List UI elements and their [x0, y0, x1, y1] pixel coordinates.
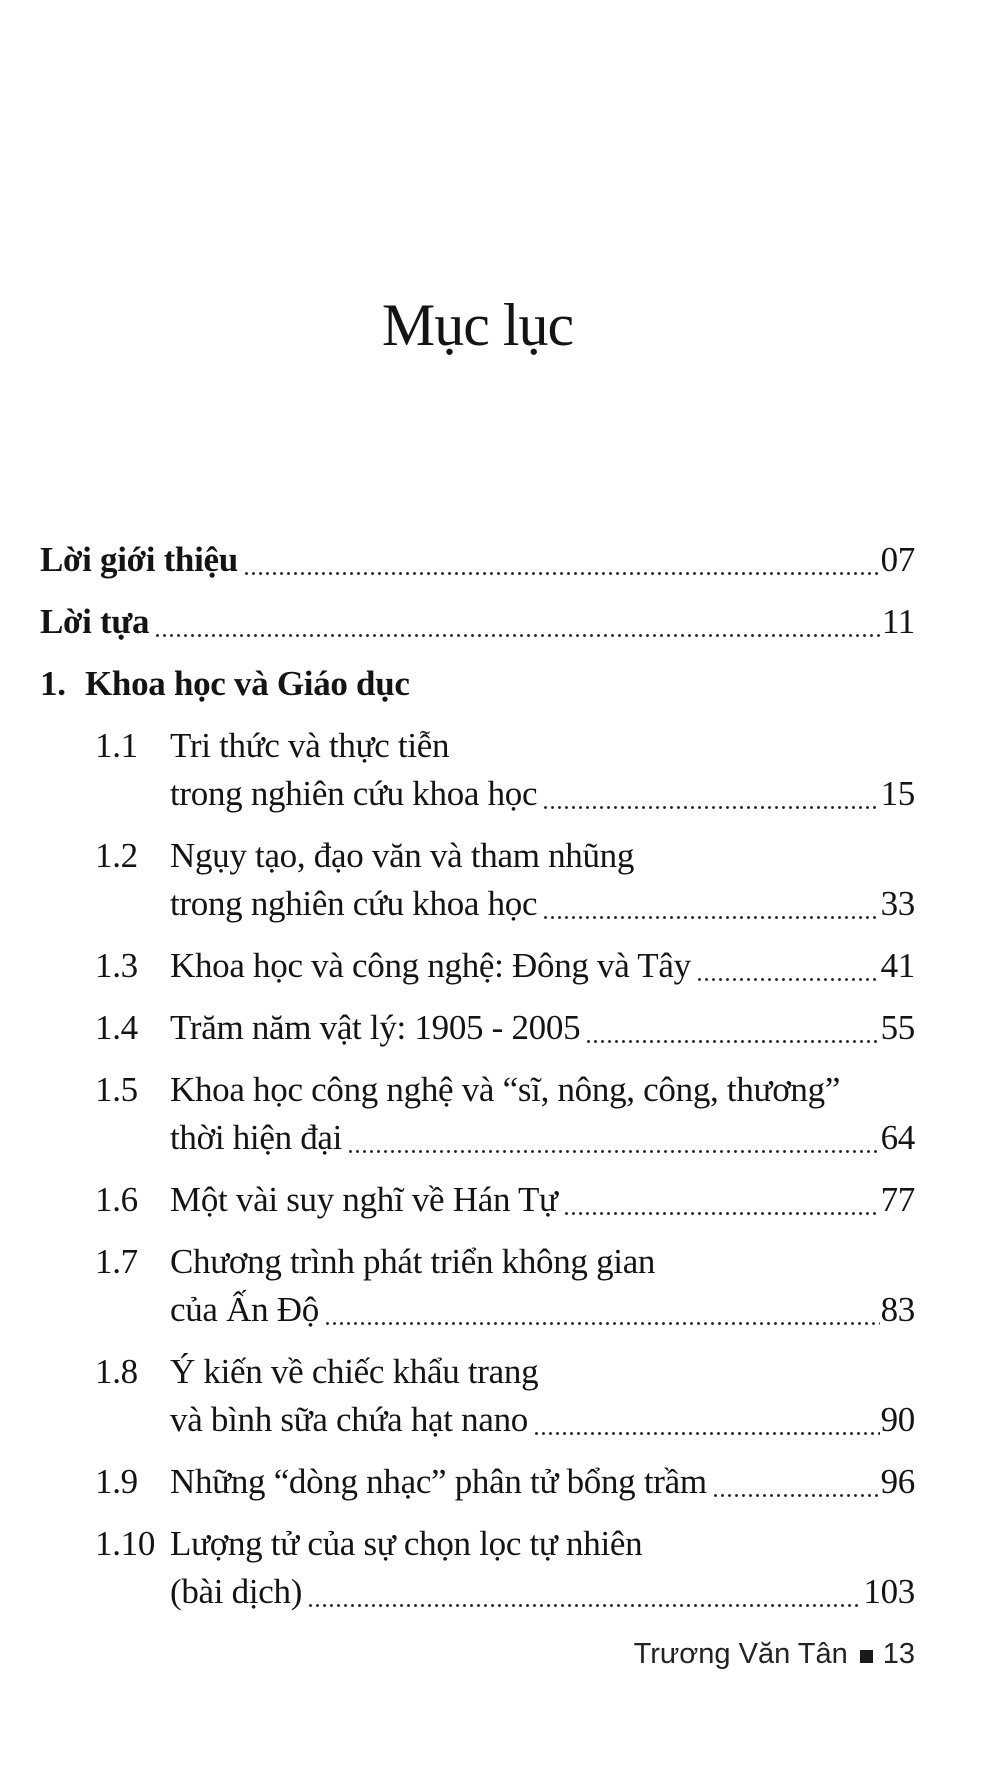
entry-label: Khoa học và Giáo dục	[85, 664, 410, 703]
toc-entry-row	[40, 1176, 915, 1224]
entry-number: 1.5	[95, 1070, 138, 1109]
entry-title-line: thời hiện đại	[170, 1118, 343, 1157]
entry-page-number: 55	[880, 1008, 915, 1047]
entry-page-number: 64	[880, 1118, 915, 1157]
toc-entry-row	[40, 660, 915, 708]
entry-title-line: Khoa học và công nghệ: Đông và Tây	[170, 946, 691, 985]
page-footer	[40, 1638, 915, 1671]
toc-entry-row	[40, 536, 915, 584]
toc-entry-row	[40, 770, 915, 818]
entry-page-number: 90	[880, 1400, 915, 1439]
entry-page-number: 77	[880, 1180, 915, 1219]
toc-entry-row	[40, 1348, 915, 1396]
dot-leader	[324, 1321, 880, 1326]
toc-entry	[40, 1238, 915, 1334]
toc-list	[40, 536, 915, 1616]
toc-entry-row	[40, 598, 915, 646]
entry-title-line: trong nghiên cứu khoa học	[170, 884, 538, 923]
entry-number: 1.2	[95, 836, 138, 875]
footer-author: Trương Văn Tân	[633, 1638, 848, 1670]
dot-leader	[243, 571, 880, 576]
toc-entry	[40, 722, 915, 818]
toc-entry	[40, 1004, 915, 1052]
toc-entry	[40, 832, 915, 928]
entry-number: 1.10	[95, 1524, 156, 1563]
toc-entry-row	[40, 1286, 915, 1334]
entry-title-line: trong nghiên cứu khoa học	[170, 774, 538, 813]
toc-entry-row	[40, 880, 915, 928]
footer-separator-square-icon	[860, 1650, 873, 1663]
toc-entry	[40, 660, 915, 708]
entry-title-line: (bài dịch)	[170, 1572, 303, 1611]
dot-leader	[542, 805, 879, 810]
entry-page-number: 11	[881, 602, 915, 641]
toc-entry	[40, 1066, 915, 1162]
entry-title-line: Những “dòng nhạc” phân tử bổng trầm	[170, 1462, 707, 1501]
entry-title-line: Tri thức và thực tiễn	[170, 726, 450, 765]
entry-page-number: 33	[880, 884, 915, 923]
entry-number: 1.6	[95, 1180, 138, 1219]
toc-entry-row	[40, 1066, 915, 1114]
entry-number: 1.8	[95, 1352, 138, 1391]
dot-leader	[585, 1039, 879, 1044]
dot-leader	[154, 633, 881, 638]
toc-entry-row	[40, 1520, 915, 1568]
entry-title-line: Lượng tử của sự chọn lọc tự nhiên	[170, 1524, 643, 1563]
entry-page-number: 96	[880, 1462, 915, 1501]
entry-page-number: 41	[880, 946, 915, 985]
toc-entry	[40, 1520, 915, 1616]
dot-leader	[347, 1149, 880, 1154]
toc-entry-row	[40, 1114, 915, 1162]
entry-title-line: Trăm năm vật lý: 1905 - 2005	[170, 1008, 581, 1047]
toc-entry	[40, 1458, 915, 1506]
dot-leader	[712, 1493, 880, 1498]
entry-title-line: Một vài suy nghĩ về Hán Tự	[170, 1180, 558, 1219]
toc-entry-row	[40, 1238, 915, 1286]
toc-entry-row	[40, 1458, 915, 1506]
toc-entry	[40, 598, 915, 646]
entry-number: 1.	[40, 664, 66, 703]
dot-leader	[696, 977, 880, 982]
dot-leader	[542, 915, 879, 920]
entry-number: 1.9	[95, 1462, 138, 1501]
toc-entry-row	[40, 832, 915, 880]
entry-number: 1.7	[95, 1242, 138, 1281]
toc-entry-row	[40, 722, 915, 770]
toc-entry	[40, 536, 915, 584]
entry-page-number: 15	[880, 774, 915, 813]
toc-entry	[40, 1176, 915, 1224]
page-title: Mục lục	[381, 292, 574, 358]
toc-entry-row	[40, 942, 915, 990]
toc-entry-row	[40, 1568, 915, 1616]
entry-title-line: và bình sữa chứa hạt nano	[170, 1400, 528, 1439]
dot-leader	[307, 1603, 862, 1608]
toc-entry	[40, 1348, 915, 1444]
toc-entry	[40, 942, 915, 990]
footer-page-number: 13	[882, 1638, 915, 1670]
entry-title-line: Ý kiến về chiếc khẩu trang	[170, 1352, 539, 1391]
entry-number: 1.3	[95, 946, 138, 985]
entry-title-line: Ngụy tạo, đạo văn và tham nhũng	[170, 836, 635, 875]
toc-entry-row	[40, 1396, 915, 1444]
dot-leader	[563, 1211, 880, 1216]
entry-page-number: 103	[863, 1572, 915, 1611]
entry-title-line: Chương trình phát triển không gian	[170, 1242, 656, 1281]
entry-title-line: Khoa học công nghệ và “sĩ, nông, công, thương”	[170, 1070, 841, 1109]
dot-leader	[533, 1431, 880, 1436]
entry-number: 1.1	[95, 726, 138, 765]
entry-page-number: 83	[880, 1290, 915, 1329]
entry-label: Lời giới thiệu	[40, 540, 238, 579]
entry-label: Lời tựa	[40, 602, 150, 641]
entry-number: 1.4	[95, 1008, 138, 1047]
entry-title-line: của Ấn Độ	[170, 1290, 319, 1329]
entry-page-number: 07	[880, 540, 915, 579]
toc-entry-row	[40, 1004, 915, 1052]
